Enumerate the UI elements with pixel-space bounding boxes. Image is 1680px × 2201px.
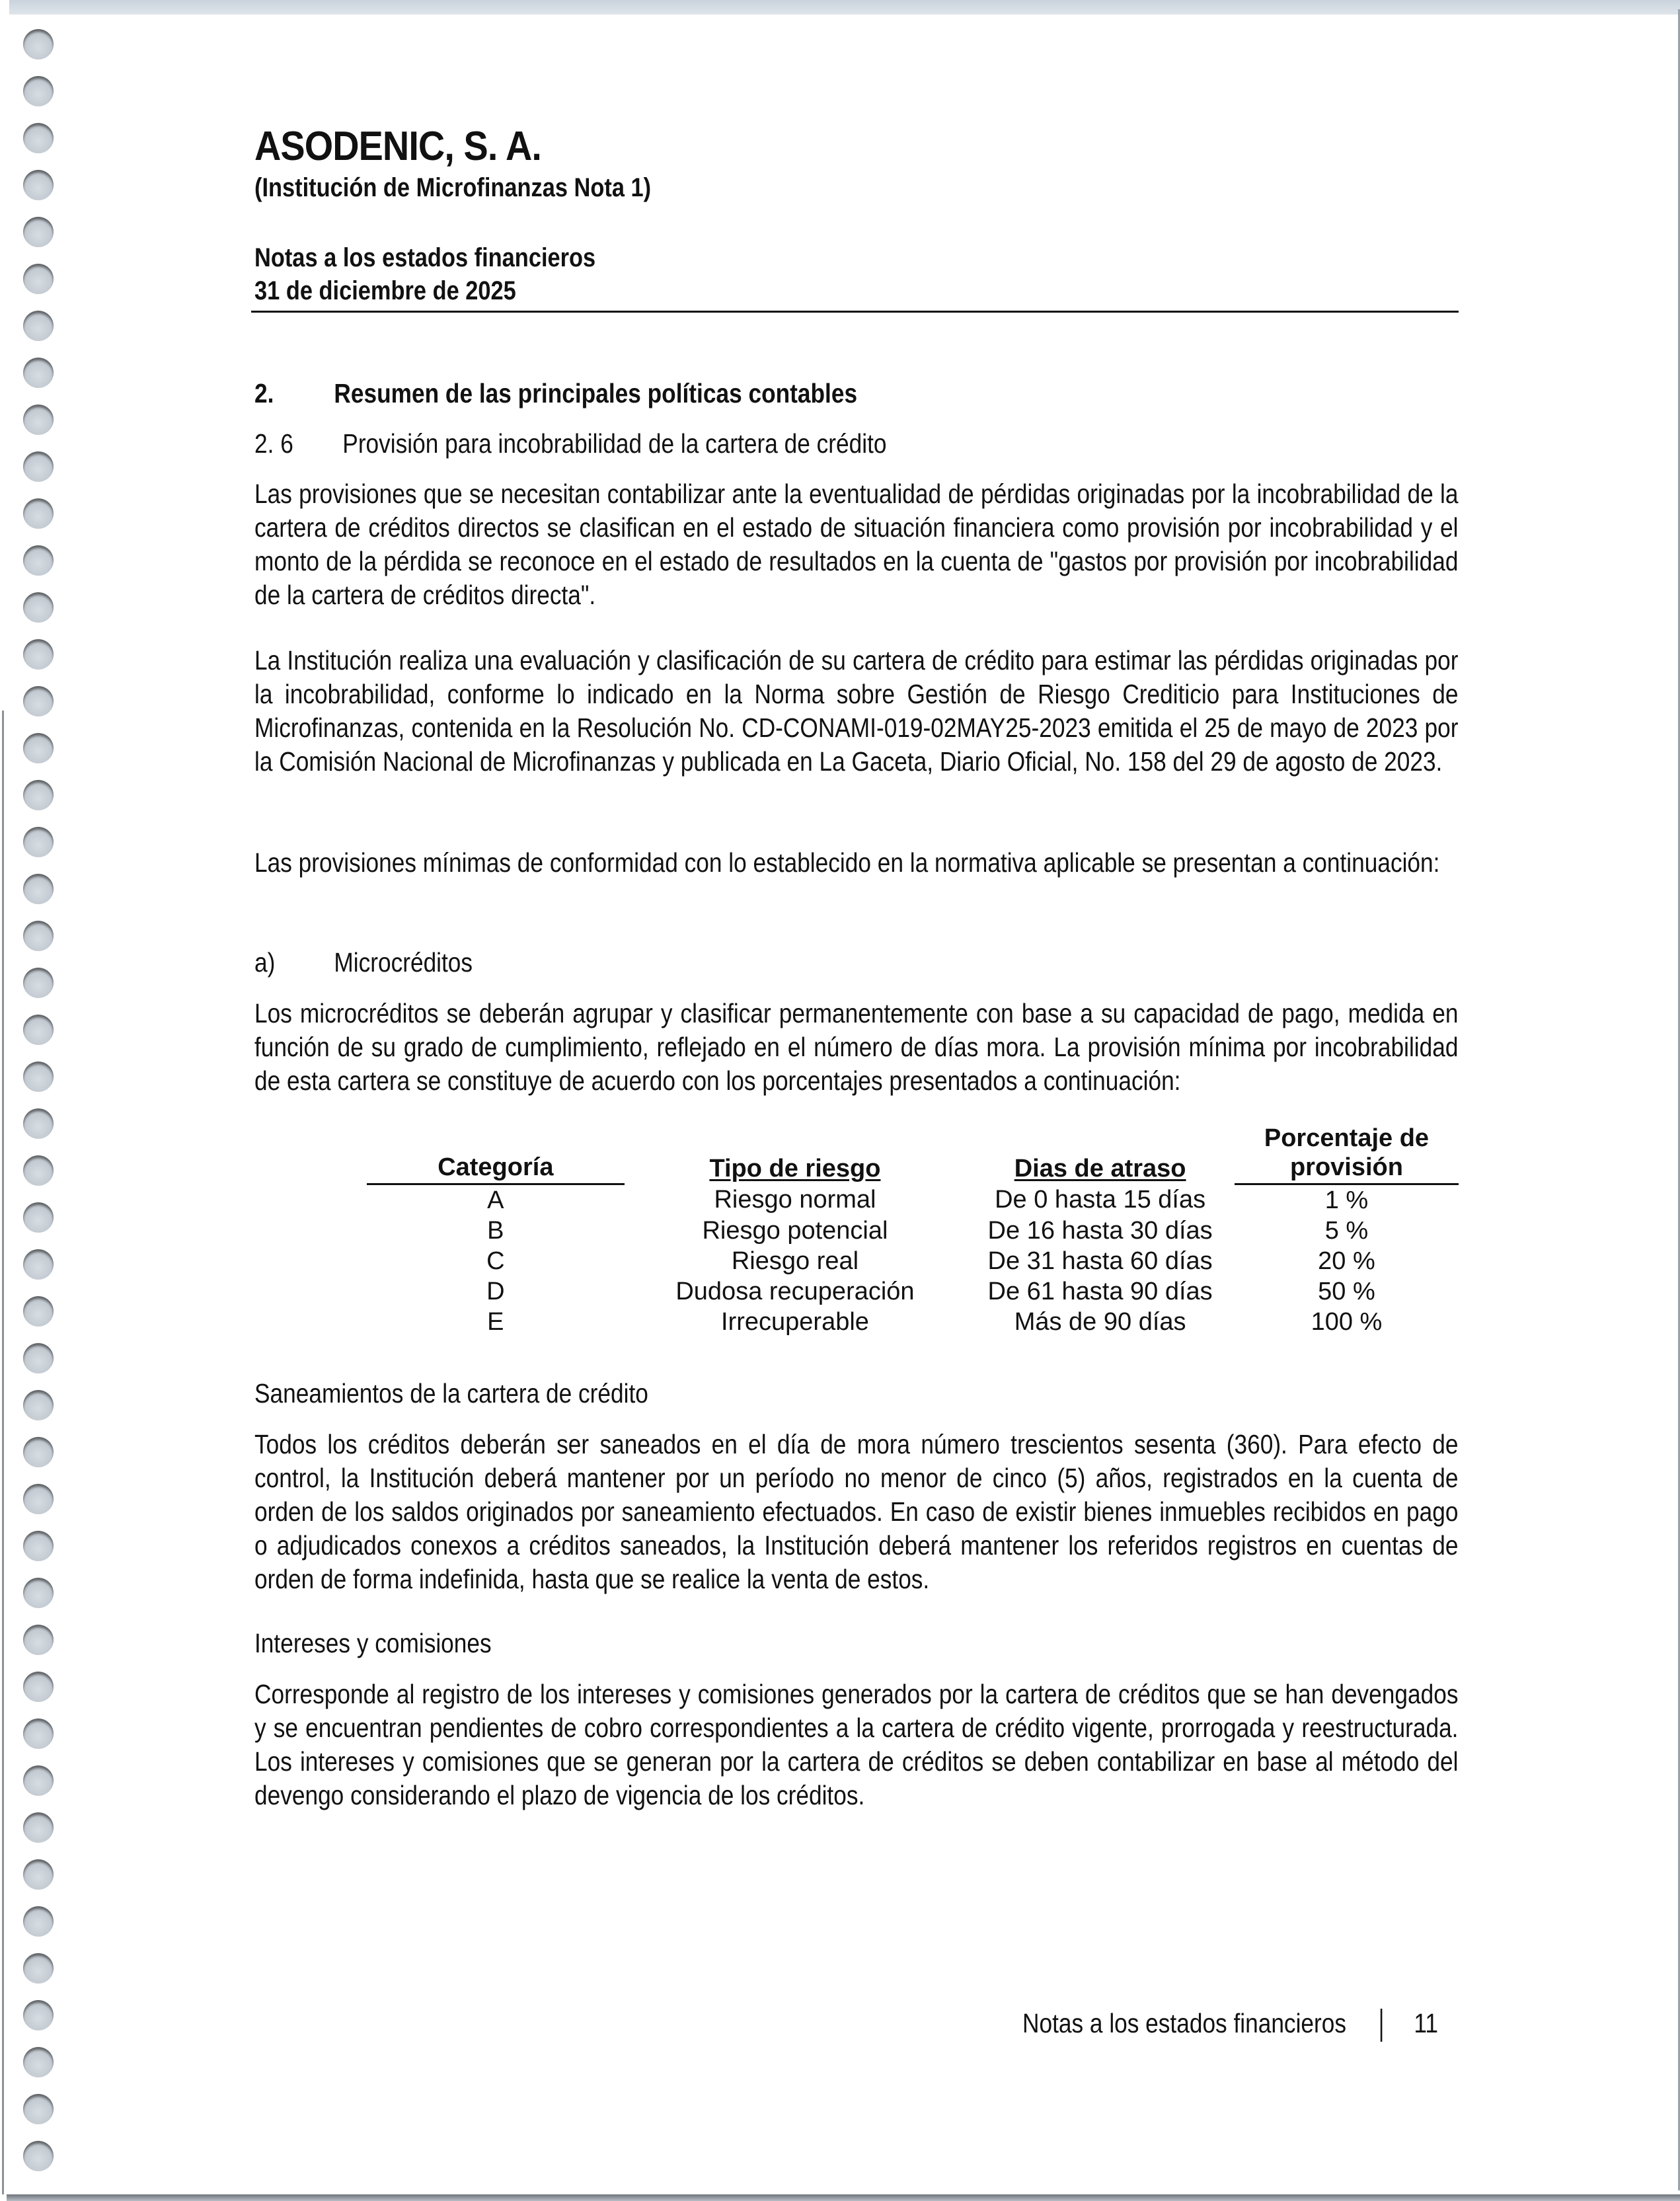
- binder-hole-icon: [23, 2047, 54, 2077]
- subsection-heading: [254, 428, 887, 459]
- cell-pct: 1 %: [1324, 1186, 1369, 1214]
- footer-label: Notas a los estados financieros: [1022, 2008, 1346, 2038]
- cell-pct: 20 %: [1318, 1247, 1375, 1275]
- binder-hole-icon: [23, 2141, 54, 2171]
- subheading-intereses: Intereses y comisiones: [254, 1628, 492, 1658]
- table-row: [367, 1216, 1459, 1246]
- company-subtitle: (Institución de Microfinanzas Nota 1): [254, 173, 652, 202]
- binder-hole-icon: [23, 76, 54, 106]
- footer-separator: [1381, 2009, 1383, 2042]
- notes-title: Notas a los estados financieros: [254, 243, 596, 272]
- item-a-heading: [254, 947, 473, 978]
- page-top-edge: [9, 0, 1680, 15]
- page-left-edge: [2, 711, 4, 2194]
- cell-pct: 5 %: [1324, 1217, 1369, 1245]
- binder-hole-icon: [23, 780, 54, 810]
- paragraph-microcreditos: Los microcréditos se deberán agrupar y clasificar permanentemente con base a su capacidad de pago, medida en función de su grado de cumplimiento, reflejado en el número de días mora. La provisión mínima por incobrabilidad de esta cartera se constituye de acuerdo con los porcentajes presentados a continuación:: [254, 998, 1459, 1096]
- binder-hole-icon: [23, 686, 54, 716]
- page-number: 11: [1414, 2008, 1438, 2038]
- cell-categoria: B: [487, 1217, 504, 1245]
- header-tipo-riesgo: Tipo de riesgo: [709, 1154, 881, 1182]
- header-porcentaje: Porcentaje de provisión: [1235, 1124, 1459, 1184]
- page-footer: [1022, 2008, 1438, 2042]
- binder-hole-icon: [23, 405, 54, 435]
- cell-pct: 100 %: [1311, 1308, 1383, 1336]
- cell-tipo: Riesgo normal: [714, 1186, 876, 1214]
- notes-date: 31 de diciembre de 2025: [254, 276, 516, 305]
- binder-hole-icon: [23, 733, 54, 763]
- binder-hole-icon: [23, 1390, 54, 1420]
- binder-hole-icon: [23, 311, 54, 341]
- binder-hole-icon: [23, 1062, 54, 1092]
- cell-tipo: Irrecuperable: [721, 1308, 869, 1336]
- binder-hole-icon: [23, 1906, 54, 1937]
- binder-hole-icon: [23, 2094, 54, 2124]
- table-header-row: [367, 1124, 1459, 1184]
- binder-hole-icon: [23, 2000, 54, 2030]
- binder-hole-icon: [23, 1484, 54, 1514]
- binder-hole-icon: [23, 968, 54, 998]
- binder-hole-icon: [23, 1578, 54, 1608]
- binder-hole-icon: [23, 1155, 54, 1186]
- binder-hole-icon: [23, 358, 54, 388]
- binder-hole-icon: [23, 1343, 54, 1373]
- cell-categoria: A: [487, 1186, 504, 1214]
- cell-tipo: Dudosa recuperación: [675, 1278, 915, 1305]
- binder-hole-icon: [23, 123, 54, 153]
- page-bottom-edge: [7, 2194, 1680, 2201]
- subheading-saneamientos: Saneamientos de la cartera de crédito: [254, 1378, 648, 1409]
- paragraph-intereses: Corresponde al registro de los intereses y comisiones generados por la cartera de créditos que se han devengados y se encuentran pendientes de cobro correspondientes a la cartera de crédito vigente, prorrogada y reestructurada. Los intereses y comisiones que se generan por la cartera de créditos se deben contabilizar en base al método del devengo considerando el plazo de vigencia de los créditos.: [254, 1679, 1459, 1810]
- binder-hole-icon: [23, 874, 54, 904]
- table-row: [367, 1246, 1459, 1276]
- binder-hole-icon: [23, 1249, 54, 1280]
- binder-holes: [23, 29, 56, 2188]
- company-name: ASODENIC, S. A.: [254, 124, 541, 169]
- table-row: [367, 1307, 1459, 1337]
- subsection-title: Provisión para incobrabilidad de la cartera de crédito: [342, 428, 887, 459]
- cell-dias: De 31 hasta 60 días: [987, 1247, 1213, 1275]
- binder-hole-icon: [23, 921, 54, 951]
- subsection-number: 2. 6: [254, 428, 293, 459]
- section-heading: [254, 378, 857, 409]
- binder-hole-icon: [23, 545, 54, 576]
- header-dias-atraso: Dias de atraso: [1014, 1154, 1186, 1182]
- binder-hole-icon: [23, 1437, 54, 1467]
- binder-hole-icon: [23, 1953, 54, 1984]
- binder-hole-icon: [23, 639, 54, 670]
- paragraph-saneamientos: Todos los créditos deberán ser saneados en el día de mora número trescientos sesenta (360). Para efecto de control, la Institución deberá mantener por un período no menor de cinco (5) años, registrados en la cuenta de orden de los saldos originados por saneamiento efectuados. En caso de existir bienes inmuebles recibidos en pago o adjudicados conexos a créditos saneados, la Institución deberá mantener los referidos registros en cuentas de orden de forma indefinida, hasta que se realice la venta de estos.: [254, 1429, 1459, 1594]
- cell-categoria: C: [486, 1247, 505, 1275]
- cell-dias: Más de 90 días: [1014, 1308, 1186, 1336]
- binder-hole-icon: [23, 1718, 54, 1749]
- binder-hole-icon: [23, 1531, 54, 1561]
- cell-pct: 50 %: [1318, 1278, 1375, 1305]
- binder-hole-icon: [23, 29, 54, 59]
- binder-hole-icon: [23, 1015, 54, 1045]
- binder-hole-icon: [23, 264, 54, 294]
- item-a-title: Microcréditos: [334, 947, 473, 978]
- table-row: [367, 1276, 1459, 1307]
- provision-table: [367, 1124, 1459, 1337]
- binder-hole-icon: [23, 1812, 54, 1843]
- binder-hole-icon: [23, 827, 54, 857]
- binder-hole-icon: [23, 217, 54, 247]
- section-title: Resumen de las principales políticas contables: [334, 378, 858, 408]
- cell-categoria: E: [487, 1308, 504, 1336]
- binder-hole-icon: [23, 498, 54, 529]
- binder-hole-icon: [23, 1296, 54, 1327]
- binder-hole-icon: [23, 1202, 54, 1233]
- binder-hole-icon: [23, 1765, 54, 1796]
- paragraph-evaluacion: La Institución realiza una evaluación y clasificación de su cartera de crédito para estimar las pérdidas originadas por la incobrabilidad, conforme lo indicado en la Norma sobre Gestión de Riesgo Crediticio para Instituciones de Microfinanzas, contenida en la Resolución No. CD-CONAMI-019-02MAY25-2023 emitida el 25 de mayo de 2023 por la Comisión Nacional de Microfinanzas y publicada en La Gaceta, Diario Oficial, No. 158 del 29 de agosto de 2023.: [254, 645, 1459, 777]
- binder-hole-icon: [23, 170, 54, 200]
- cell-dias: De 16 hasta 30 días: [987, 1217, 1213, 1245]
- header-categoria: Categoría: [367, 1124, 625, 1184]
- paragraph-provisiones: Las provisiones que se necesitan contabilizar ante la eventualidad de pérdidas originadas por la incobrabilidad de la cartera de créditos directos se clasifican en el estado de situación financiera como provisión por incobrabilidad y el monto de la pérdida se reconoce en el estado de resultados en la cuenta de "gastos por provisión por incobrabilidad de la cartera de créditos directa".: [254, 479, 1459, 610]
- cell-tipo: Riesgo potencial: [702, 1217, 888, 1245]
- paragraph-provisiones-minimas: Las provisiones mínimas de conformidad con lo establecido en la normativa aplicable se presentan a continuación:: [254, 847, 1440, 878]
- header-rule: [251, 311, 1459, 313]
- section-number: 2.: [254, 378, 274, 408]
- cell-dias: De 61 hasta 90 días: [987, 1278, 1213, 1305]
- cell-dias: De 0 hasta 15 días: [995, 1186, 1206, 1214]
- cell-tipo: Riesgo real: [731, 1247, 859, 1275]
- binder-hole-icon: [23, 1859, 54, 1890]
- item-a-label: a): [254, 947, 276, 978]
- binder-hole-icon: [23, 1108, 54, 1139]
- binder-hole-icon: [23, 1625, 54, 1655]
- cell-categoria: D: [486, 1278, 505, 1305]
- table-row: [367, 1184, 1459, 1216]
- binder-hole-icon: [23, 1672, 54, 1702]
- binder-hole-icon: [23, 592, 54, 623]
- binder-hole-icon: [23, 451, 54, 482]
